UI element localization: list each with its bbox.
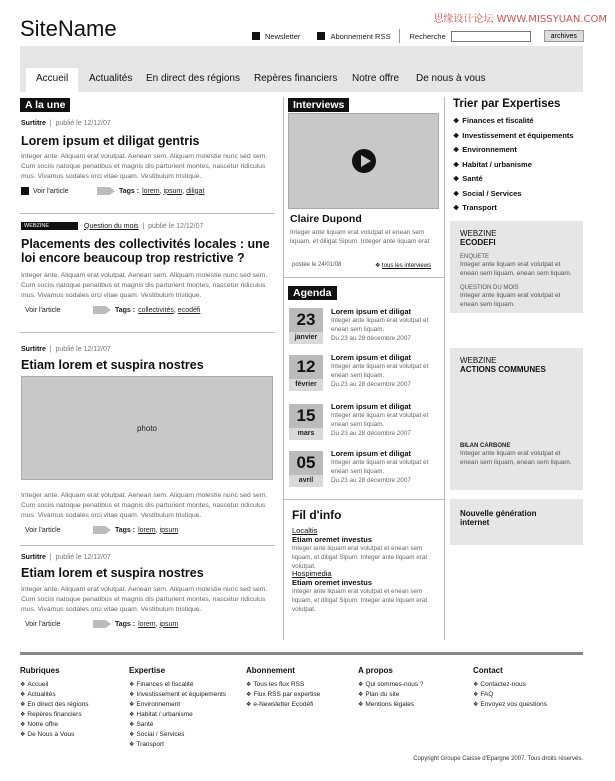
tags-label: Tags : [115,620,136,628]
interview-text: Integer ante liquam erat volutpat et enean sem liquam, et diligat Sipum. Integer ante liquam erat [290,229,430,245]
event-day: 15 [296,406,316,425]
tags-label: Tags : [119,187,140,195]
footer-link[interactable]: ❖ Habitat / urbanisme [129,710,226,720]
box-label: WEBZINE [460,356,497,365]
section-label: Interviews [288,98,349,112]
event-month: février [289,379,323,391]
divider [20,213,275,214]
tag-link[interactable]: diligat [186,187,205,195]
article: WEBZINE ECODEFI Question du mois | publié le 12/12/07 Placements des collectivités locales : une loi encore beaucoup trop restrictive ? Integer ante. Aliquam erat volutpat. Aenean sem. Aliquam molestie nunc sed sem. Cum sociis natoque penatibus et magnis dis parturient montes, nascetur ridiculus mus. Vivamus sodales orci vitae quam. Vestibulum tristique. Voir l'article Tags : collectivités , ecodéfi [21,222,276,314]
article-category[interactable]: Surtitre [21,120,46,127]
read-more-link[interactable]: Voir l'article [33,187,69,195]
top-links [252,29,584,43]
article-title[interactable]: Etiam lorem et suspira nostres [21,358,204,372]
play-icon[interactable] [351,148,377,174]
agenda-event[interactable]: Lorem ipsum et diligat Integer ante liquam erat volutpat et enean sem liquam. Du 23 au 28 décembre 2007 [331,353,429,388]
footer-col-apropos [358,666,424,710]
box-text: Integer ante liquam erat volutpat et enean sem liquam. [460,292,561,308]
expertise-item[interactable]: ❖ Social / Services [453,187,574,202]
footer-link[interactable]: ❖ Actualités [20,690,88,700]
box-text: Integer ante liquam erat volutpat et enean sem liquam, enean sem liquam. [460,450,572,466]
article-date: publié le 12/12/07 [55,120,111,127]
box-title: internet [460,518,490,527]
article-body: Integer ante. Aliquam erat volutpat. Aenean sem. Aliquam molestie nunc sed sem. Cum sociis natoque penatibus et magnis dis parturient montes, nascetur ridiculus mus. Vivamus sodales orci vitae quam. Vestibulum tristique. [21,272,268,299]
tag-link[interactable]: lorem [138,620,156,628]
footer-link[interactable]: ❖ Qui sommes-nous ? [358,680,424,690]
search-input[interactable] [451,31,531,42]
footer-title: Contact [473,666,503,675]
footer-link[interactable]: ❖ Santé [129,720,226,730]
tag-link[interactable]: collectivités [138,306,174,314]
expertises-title: Trier par Expertises [453,98,561,110]
footer-title: A propos [358,666,393,675]
footer-link[interactable]: ❖ Transport [129,740,226,750]
box-title: Nouvelle génération [460,509,537,518]
footer-link[interactable]: ❖ Flux RSS par expertise [246,690,320,700]
expertise-item[interactable]: ❖ Finances et fiscalité [453,114,574,129]
article-title[interactable]: Etiam lorem et suspira nostres [21,566,204,580]
tab-reperes[interactable]: Repères financiers [254,73,338,84]
article-body: Integer ante. Aliquam erat volutpat. Aenean sem. Aliquam molestie nunc sed sem. Cum sociis natoque penatibus et magnis dis parturient montes, nascetur ridiculus mus. Vivamus sodales orci vitae quam. Vestibulum tristique. [21,153,268,180]
footer-link[interactable]: ❖ Tous les flux RSS [246,680,320,690]
video-player[interactable] [288,113,439,209]
expertise-item[interactable]: ❖ Habitat / urbanisme [453,158,574,173]
tag-icon [93,306,111,314]
footer-link[interactable]: ❖ Environnement [129,700,226,710]
event-month: janvier [289,332,323,344]
box-subtitle: ENQUETE [460,254,490,260]
tags-label: Tags : [115,306,136,314]
footer-link[interactable]: ❖ Envoyez vos questions [473,700,547,710]
newsletter-icon [252,32,260,40]
webzine-badge[interactable]: WEBZINE ECODEFI [21,222,78,230]
article-title[interactable]: Placements des collectivités locales : une loi encore beaucoup trop restrictive ? [21,237,270,265]
footer-link[interactable]: ❖ e-Newsletter Ecodéfi [246,700,320,710]
box-text: Integer ante liquam erat volutpat et enean sem liquam, enean sem liquam. [460,261,572,277]
tag-link[interactable]: lorem [142,187,160,195]
date-box [289,451,323,487]
date-box [289,355,323,391]
footer-col-rubriques [20,666,88,740]
footer-link[interactable]: ❖ Plan du site [358,690,424,700]
footer-col-expertise [129,666,226,750]
article: Surtitre | publié le 12/12/07 Lorem ipsum et diligat gentris Integer ante. Aliquam erat volutpat. Aenean sem. Aliquam molestie nunc sed sem. Cum sociis natoque penatibus et magnis dis parturient montes, nascetur ridiculus mus. Vivamus sodales orci vitae quam. Vestibulum tristique. Voir l'article Tags : lorem , ipsum , diligat [21,120,276,195]
article-date: publié le 12/12/07 [148,222,204,230]
rss-icon [317,32,325,40]
box-subtitle: BILAN CARBONE [460,443,511,449]
tag-link[interactable]: ipsum [159,620,179,628]
expertise-item[interactable]: ❖ Environnement [453,143,574,158]
tab-de-nous[interactable]: De nous à vous [416,73,486,84]
article-title[interactable]: Lorem ipsum et diligat gentris [21,134,200,148]
fil-title: Fil d'info [292,508,342,522]
footer-link[interactable]: ❖ Social / Services [129,730,226,740]
agenda-event[interactable]: Lorem ipsum et diligat Integer ante liquam erat volutpat et enean sem liquam. Du 23 au 28 décembre 2007 [331,307,429,342]
footer-divider [20,652,583,655]
webzine-ecodefi-box[interactable] [450,221,583,313]
expertises-list [453,114,574,216]
agenda-event[interactable]: Lorem ipsum et diligat Integer ante liquam erat volutpat et enean sem liquam. Du 23 au 28 décembre 2007 [331,449,429,484]
article-body: Integer ante. Aliquam erat volutpat. Aenean sem. Aliquam molestie nunc sed sem. Cum sociis natoque penatibus et magnis dis parturient montes, nascetur ridiculus mus. Vivamus sodales orci vitae quam. Vestibulum tristique. [21,586,268,613]
tag-link[interactable]: ipsum [159,526,179,534]
fil-item[interactable]: Hospimedia Etiam oremet investus Integer ante liquam erat volutpat et enean sem liquam, et diligat Sipum. Integer ante liquam erat volutpat. [292,569,428,613]
footer-link[interactable]: ❖ Notre offre [20,720,88,730]
read-more-link[interactable]: Voir l'article [25,306,61,314]
section-label: A la une [20,98,70,112]
expertise-item[interactable]: ❖ Transport [453,201,574,216]
article-category[interactable]: Surtitre [21,346,46,353]
tag-icon [93,620,111,628]
tab-en-direct[interactable]: En direct des régions [146,73,240,84]
footer-link[interactable]: ❖ Accueil [20,680,88,690]
event-month: avril [289,475,323,487]
interview-date: postée le 24/01/08 [292,262,342,268]
search-label: Recherche [409,31,446,41]
read-more-link[interactable]: Voir l'article [25,526,61,534]
event-day: 05 [296,453,316,472]
footer-title: Abonnement [246,666,295,675]
newsletter-link[interactable]: Newsletter [265,31,301,41]
article-category[interactable]: Question du mois [84,222,139,230]
footer-link[interactable]: ❖ Mentions légales [358,700,424,710]
box-title: ACTIONS COMMUNES [460,365,546,374]
article-date: publié le 12/12/07 [55,346,111,353]
footer-link[interactable]: ❖ Finances et fiscalité [129,680,226,690]
footer-col-abonnement [246,666,320,710]
tag-icon [97,187,115,195]
article-body: Integer ante. Aliquam erat volutpat. Aenean sem. Aliquam molestie nunc sed sem. Cum sociis natoque penatibus et magnis dis parturient montes, nascetur ridiculus mus. Vivamus sodales orci vitae quam. Vestibulum tristique. [21,492,268,519]
webzine-actions-box[interactable] [450,348,583,490]
box-subtitle: QUESTION DU MOIS [460,285,519,291]
tag-link[interactable]: ipsum [163,187,183,195]
article: Surtitre | publié le 12/12/07 Etiam lorem et suspira nostres photo Integer ante. Aliquam erat volutpat. Aenean sem. Aliquam molestie nunc sed sem. Cum sociis natoque penatibus et magnis dis parturient montes, nascetur ridiculus mus. Vivamus sodales orci vitae quam. Vestibulum tristique. Voir l'article Tags : lorem , ipsum [21,346,276,534]
site-logo[interactable]: SiteName [20,16,117,41]
date-box [289,404,323,440]
footer-title: Rubriques [20,666,60,675]
box-label: WEBZINE [460,229,497,238]
article: Surtitre | publié le 12/12/07 Etiam lorem et suspira nostres Integer ante. Aliquam erat volutpat. Aenean sem. Aliquam molestie nunc sed sem. Cum sociis natoque penatibus et magnis dis parturient montes, nascetur ridiculus mus. Vivamus sodales orci vitae quam. Vestibulum tristique. Voir l'article Tags : lorem , ipsum [21,554,276,628]
date-box [289,308,323,344]
rss-link[interactable]: Abonnement RSS [330,31,391,41]
section-label: Agenda [288,286,337,300]
event-day: 23 [296,310,316,329]
tag-link[interactable]: lorem [138,526,156,534]
tab-notre-offre[interactable]: Notre offre [352,73,400,84]
tags-label: Tags : [115,526,136,534]
box-title: ECODEFI [460,238,496,247]
event-month: mars [289,428,323,440]
article-category[interactable]: Surtitre [21,554,46,561]
more-icon [21,187,29,195]
archives-button[interactable]: archives [544,30,584,42]
tab-actualites[interactable]: Actualités [89,73,133,84]
expertise-item[interactable]: ❖ Santé [453,172,574,187]
divider [284,499,445,500]
divider [284,277,445,278]
copyright: Copyright Groupe Caisse d'Epargne 2007. Tous droits réservés. [413,756,583,762]
fil-item[interactable]: Localtis Etiam oremet investus Integer ante liquam erat volutpat et enean sem liquam, et diligat Sipum. Integer ante liquam erat volutpat. [292,526,428,570]
footer-link[interactable]: ❖ Investissement et équipements [129,690,226,700]
all-interviews-link[interactable]: ❖ tous les interviews [375,263,432,269]
middle-column [283,97,445,640]
nouvelle-generation-box[interactable] [450,499,583,545]
tag-link[interactable]: ecodéfi [177,306,201,314]
event-day: 12 [296,357,316,376]
footer-link[interactable]: ❖ De Nous à Vous [20,730,88,740]
interview-name[interactable]: Claire Dupond [290,213,362,225]
divider [399,29,400,43]
footer-link[interactable]: ❖ FAQ [473,690,547,700]
footer-link[interactable]: ❖ Contactez-nous [473,680,547,690]
article-photo[interactable] [21,376,273,480]
read-more-link[interactable]: Voir l'article [25,620,61,628]
watermark: 思缘设计论坛 WWW.MISSYUAN.COM [433,14,607,25]
footer-link[interactable]: ❖ Repères financiers [20,710,88,720]
main-nav [20,46,583,92]
footer-title: Expertise [129,666,166,675]
footer-col-contact [473,666,547,710]
agenda-event[interactable]: Lorem ipsum et diligat Integer ante liquam erat volutpat et enean sem liquam. Du 23 au 28 décembre 2007 [331,402,429,437]
tab-accueil[interactable]: Accueil [26,68,78,92]
divider [20,332,275,333]
footer-link[interactable]: ❖ En direct des régions [20,700,88,710]
tag-icon [93,526,111,534]
divider [20,545,275,546]
expertise-item[interactable]: ❖ Investissement et équipements [453,129,574,144]
diamond-icon: ❖ [375,263,383,269]
article-date: publié le 12/12/07 [55,554,111,561]
photo-label: photo [136,423,158,433]
